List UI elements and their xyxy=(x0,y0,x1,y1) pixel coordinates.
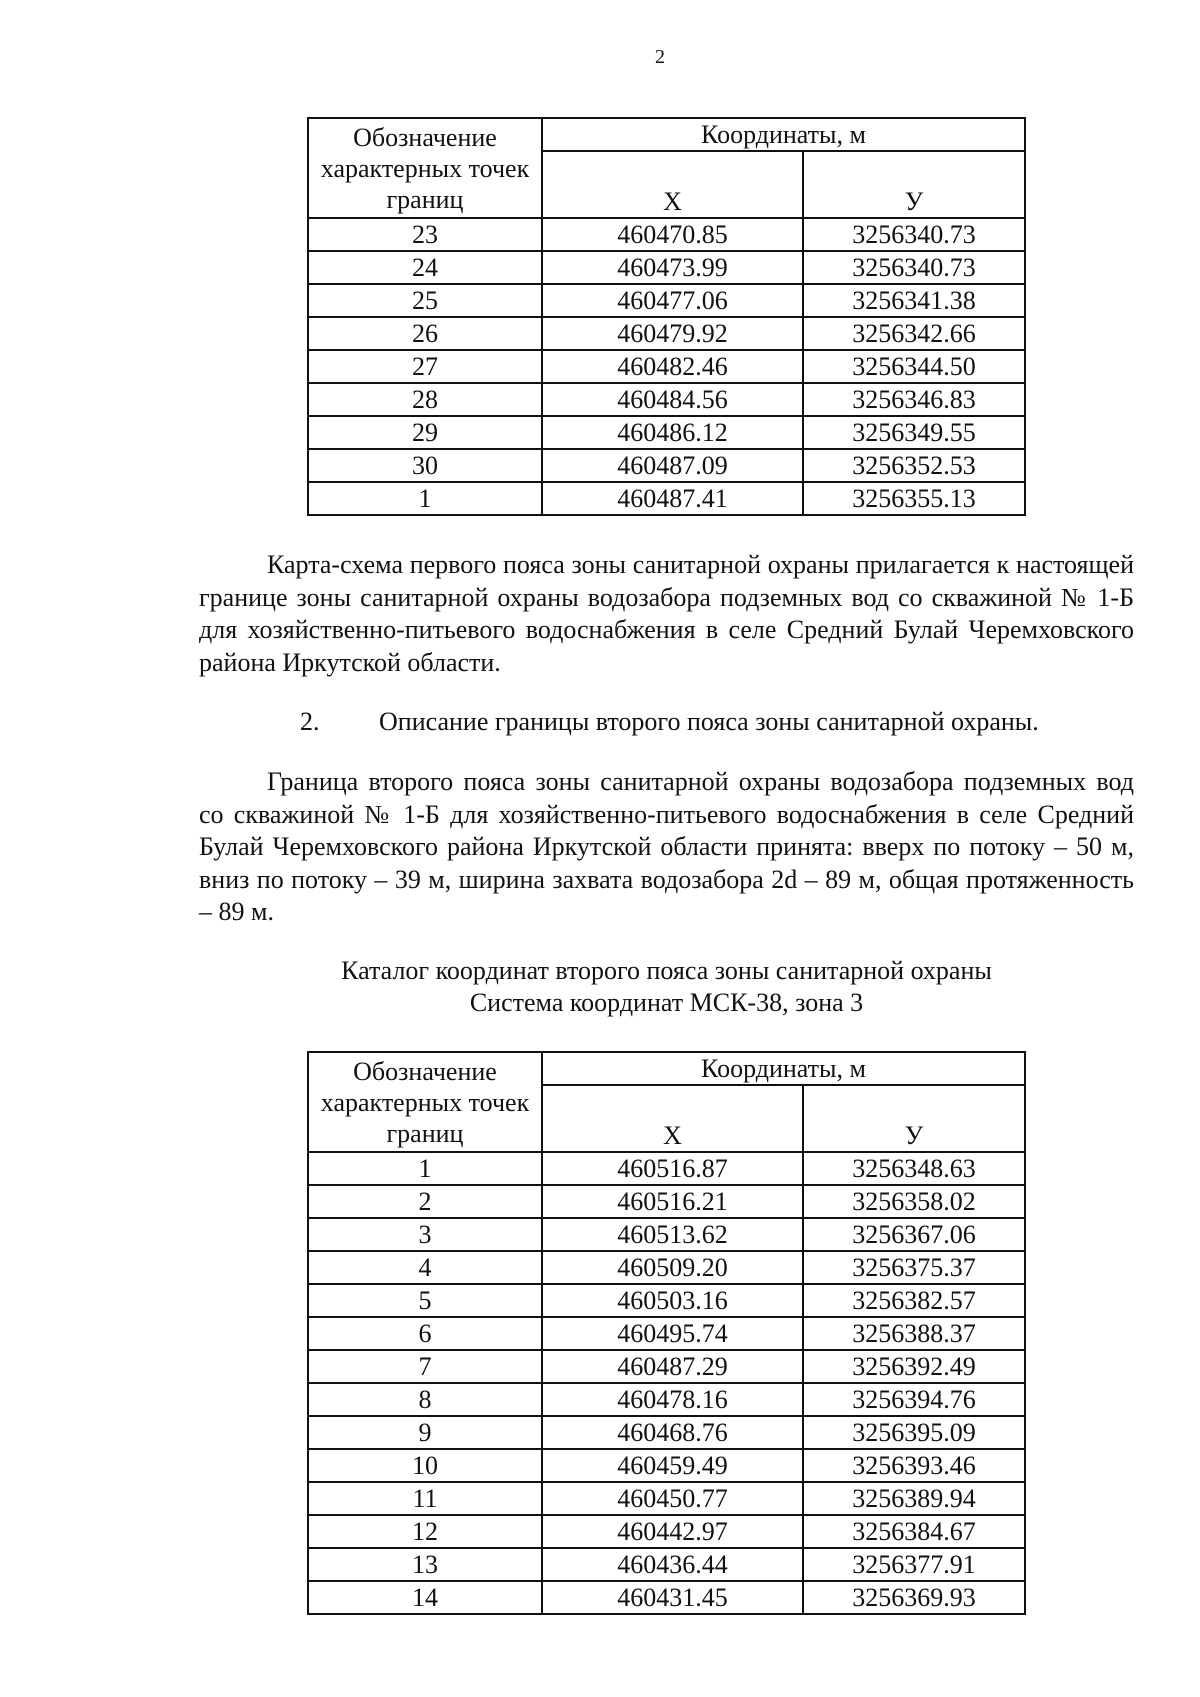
point-number-cell: 1 xyxy=(308,482,542,515)
point-label-header: Обозначение характерных точек границ xyxy=(308,118,542,218)
y-coordinate-cell: 3256395.09 xyxy=(803,1416,1025,1449)
point-number-cell: 26 xyxy=(308,317,542,350)
coordinates-header: Координаты, м xyxy=(542,118,1025,151)
table-row xyxy=(308,218,1025,251)
x-axis-header: X xyxy=(542,151,803,218)
x-coordinate-cell: 460470.85 xyxy=(542,218,803,251)
y-coordinate-cell: 3256349.55 xyxy=(803,416,1025,449)
x-coordinate-cell: 460495.74 xyxy=(542,1317,803,1350)
y-coordinate-cell: 3256344.50 xyxy=(803,350,1025,383)
x-coordinate-cell: 460513.62 xyxy=(542,1218,803,1251)
point-number-cell: 28 xyxy=(308,383,542,416)
table-row xyxy=(308,350,1025,383)
point-number-cell: 7 xyxy=(308,1350,542,1383)
y-coordinate-cell: 3256388.37 xyxy=(803,1317,1025,1350)
y-coordinate-cell: 3256384.67 xyxy=(803,1515,1025,1548)
y-coordinate-cell: 3256367.06 xyxy=(803,1218,1025,1251)
point-number-cell: 27 xyxy=(308,350,542,383)
table-row xyxy=(308,1482,1025,1515)
table-row xyxy=(308,1548,1025,1581)
coordinates-table-second-belt xyxy=(307,1051,1026,1615)
point-number-cell: 14 xyxy=(308,1581,542,1614)
table-row xyxy=(308,284,1025,317)
x-coordinate-cell: 460487.29 xyxy=(542,1350,803,1383)
x-coordinate-cell: 460477.06 xyxy=(542,284,803,317)
x-axis-header: X xyxy=(542,1085,803,1152)
table-row xyxy=(308,251,1025,284)
table-header-row xyxy=(308,1052,1025,1085)
table-row xyxy=(308,1581,1025,1614)
table-row xyxy=(308,1185,1025,1218)
y-coordinate-cell: 3256342.66 xyxy=(803,317,1025,350)
x-coordinate-cell: 460503.16 xyxy=(542,1284,803,1317)
point-number-cell: 11 xyxy=(308,1482,542,1515)
coordinates-header: Координаты, м xyxy=(542,1052,1025,1085)
y-coordinate-cell: 3256352.53 xyxy=(803,449,1025,482)
table-row xyxy=(308,383,1025,416)
point-number-cell: 1 xyxy=(308,1152,542,1185)
x-coordinate-cell: 460436.44 xyxy=(542,1548,803,1581)
y-coordinate-cell: 3256393.46 xyxy=(803,1449,1025,1482)
point-number-cell: 8 xyxy=(308,1383,542,1416)
x-coordinate-cell: 460468.76 xyxy=(542,1416,803,1449)
x-coordinate-cell: 460509.20 xyxy=(542,1251,803,1284)
y-coordinate-cell: 3256348.63 xyxy=(803,1152,1025,1185)
y-coordinate-cell: 3256340.73 xyxy=(803,218,1025,251)
y-coordinate-cell: 3256375.37 xyxy=(803,1251,1025,1284)
y-coordinate-cell: 3256346.83 xyxy=(803,383,1025,416)
section-title: Описание границы второго пояса зоны санитарной охраны. xyxy=(379,707,1039,736)
table-row xyxy=(308,317,1025,350)
y-coordinate-cell: 3256382.57 xyxy=(803,1284,1025,1317)
x-coordinate-cell: 460484.56 xyxy=(542,383,803,416)
y-coordinate-cell: 3256389.94 xyxy=(803,1482,1025,1515)
y-coordinate-cell: 3256358.02 xyxy=(803,1185,1025,1218)
table-row xyxy=(308,1416,1025,1449)
x-coordinate-cell: 460516.21 xyxy=(542,1185,803,1218)
x-coordinate-cell: 460431.45 xyxy=(542,1581,803,1614)
point-number-cell: 12 xyxy=(308,1515,542,1548)
x-coordinate-cell: 460482.46 xyxy=(542,350,803,383)
table-row xyxy=(308,416,1025,449)
y-axis-header: У xyxy=(803,1085,1025,1152)
point-number-cell: 30 xyxy=(308,449,542,482)
table-row xyxy=(308,482,1025,515)
point-number-cell: 9 xyxy=(308,1416,542,1449)
section-heading xyxy=(300,706,1039,738)
point-number-cell: 2 xyxy=(308,1185,542,1218)
table-row xyxy=(308,449,1025,482)
catalog-title-line-1: Каталог координат второго пояса зоны санитарной охраны xyxy=(341,956,992,985)
table-body xyxy=(308,1152,1025,1614)
second-belt-description-paragraph: Граница второго пояса зоны санитарной охраны водозабора подземных вод со скважиной № 1-Б для хозяйственно-питьевого водоснабжения в селе Средний Булай Черемховского района Иркутской области принята: вверх по потоку – 50 м, вниз по потоку – 39 м, ширина захвата водозабора 2d – 89 м, общая протяженность – 89 м. xyxy=(199,767,1134,926)
y-coordinate-cell: 3256340.73 xyxy=(803,251,1025,284)
section-number: 2. xyxy=(300,707,320,736)
table-row xyxy=(308,1515,1025,1548)
x-coordinate-cell: 460479.92 xyxy=(542,317,803,350)
point-number-cell: 6 xyxy=(308,1317,542,1350)
point-label-header: Обозначение характерных точек границ xyxy=(308,1052,542,1152)
point-number-cell: 13 xyxy=(308,1548,542,1581)
y-coordinate-cell: 3256377.91 xyxy=(803,1548,1025,1581)
table-row xyxy=(308,1251,1025,1284)
catalog-title-line-2: Система координат МСК-38, зона 3 xyxy=(469,988,864,1017)
table-row xyxy=(308,1449,1025,1482)
x-coordinate-cell: 460487.41 xyxy=(542,482,803,515)
x-coordinate-cell: 460487.09 xyxy=(542,449,803,482)
table-row xyxy=(308,1284,1025,1317)
table-row xyxy=(308,1218,1025,1251)
point-number-cell: 10 xyxy=(308,1449,542,1482)
point-number-cell: 23 xyxy=(308,218,542,251)
y-coordinate-cell: 3256369.93 xyxy=(803,1581,1025,1614)
x-coordinate-cell: 460473.99 xyxy=(542,251,803,284)
catalog-title xyxy=(199,955,1134,1019)
x-coordinate-cell: 460478.16 xyxy=(542,1383,803,1416)
x-coordinate-cell: 460459.49 xyxy=(542,1449,803,1482)
y-coordinate-cell: 3256394.76 xyxy=(803,1383,1025,1416)
page-number: 2 xyxy=(655,46,665,68)
table-header-row xyxy=(308,118,1025,151)
table-row xyxy=(308,1383,1025,1416)
point-number-cell: 29 xyxy=(308,416,542,449)
point-number-cell: 5 xyxy=(308,1284,542,1317)
map-scheme-paragraph: Карта-схема первого пояса зоны санитарной охраны прилагается к настоящей границе зоны санитарной охраны водозабора подземных вод со скважиной № 1-Б для хозяйственно-питьевого водоснабжения в селе Средний Булай Черемховского района Иркутской области. xyxy=(199,550,1134,677)
y-axis-header: У xyxy=(803,151,1025,218)
x-coordinate-cell: 460442.97 xyxy=(542,1515,803,1548)
y-coordinate-cell: 3256392.49 xyxy=(803,1350,1025,1383)
y-coordinate-cell: 3256341.38 xyxy=(803,284,1025,317)
point-number-cell: 24 xyxy=(308,251,542,284)
table-row xyxy=(308,1317,1025,1350)
coordinates-table-first-belt xyxy=(307,117,1026,516)
table-body xyxy=(308,218,1025,515)
x-coordinate-cell: 460486.12 xyxy=(542,416,803,449)
point-number-cell: 25 xyxy=(308,284,542,317)
x-coordinate-cell: 460516.87 xyxy=(542,1152,803,1185)
y-coordinate-cell: 3256355.13 xyxy=(803,482,1025,515)
table-row xyxy=(308,1152,1025,1185)
table-row xyxy=(308,1350,1025,1383)
x-coordinate-cell: 460450.77 xyxy=(542,1482,803,1515)
point-number-cell: 4 xyxy=(308,1251,542,1284)
point-number-cell: 3 xyxy=(308,1218,542,1251)
